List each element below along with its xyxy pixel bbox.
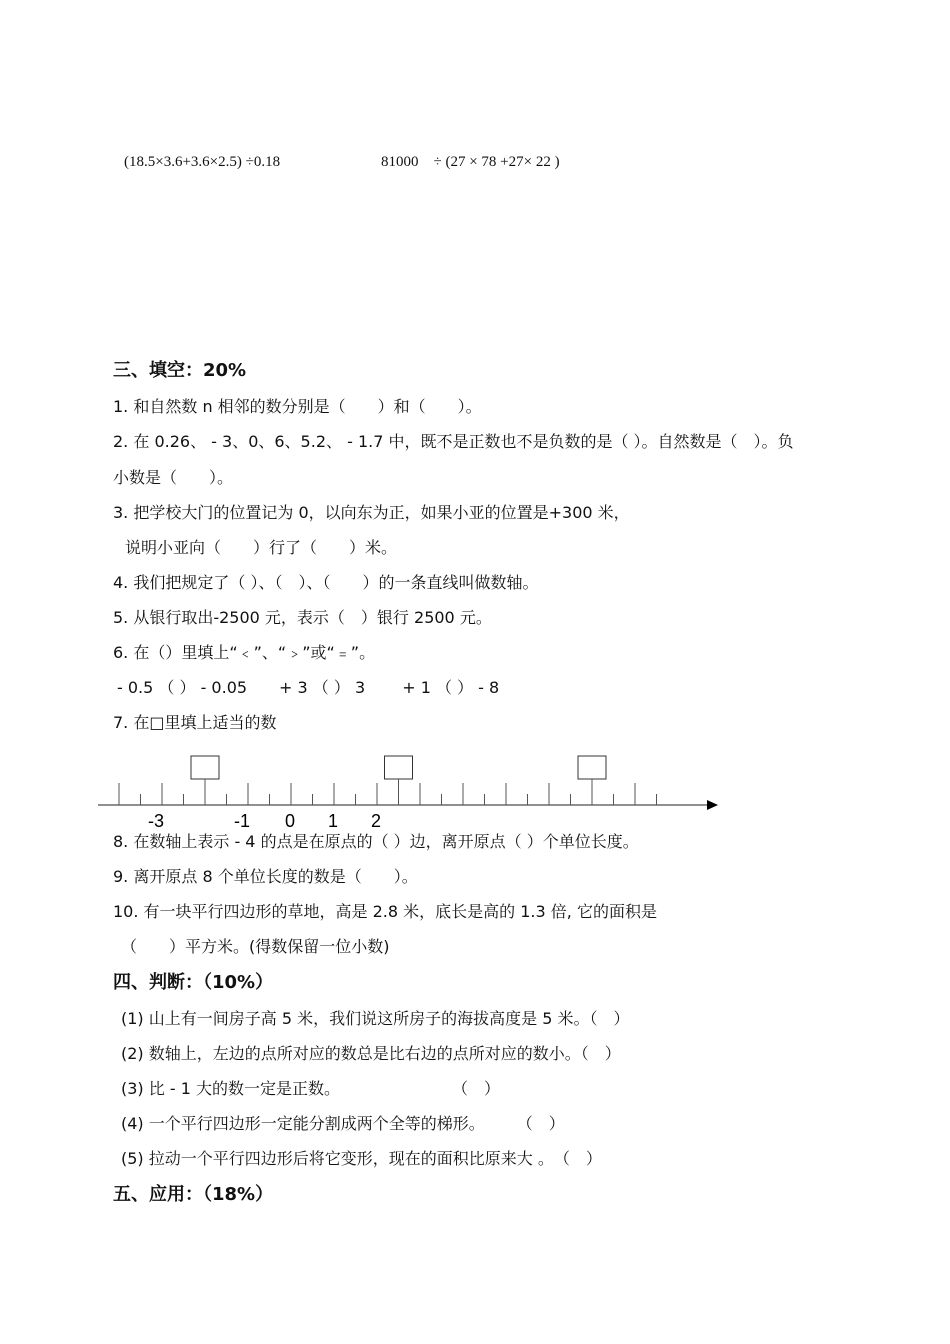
judge-item-1: (1) 山上有一间房子高 5 米，我们说这所房子的海拔高度是 5 米。（ ） — [121, 1009, 630, 1028]
fill-item-10-cont: （ ）平方米。(得数保留一位小数) — [121, 937, 390, 956]
fill-item-1: 1. 和自然数 n 相邻的数分别是（ ）和（ ）。 — [113, 397, 482, 416]
fill-item-8: 8. 在数轴上表示 - 4 的点是在原点的（ ）边，离开原点（ ）个单位长度。 — [113, 832, 639, 851]
section-3-title: 三、填空：20% — [113, 360, 247, 381]
number-line-answer-box[interactable] — [578, 756, 606, 779]
calc-expression-2: 81000 ÷ (27 × 78 +27× 22 ) — [381, 154, 560, 170]
fill-item-6-comparisons: - 0.5 （ ） - 0.05 + 3 （ ） 3 + 1 （ ） - 8 — [117, 678, 500, 697]
fill-item-2: 2. 在 0.26、 - 3、0、6、5.2、 - 1.7 中，既不是正数也不是负数的是（ ）。自然数是（ ）。负 — [113, 432, 794, 451]
judge-item-2: (2) 数轴上，左边的点所对应的数总是比右边的点所对应的数小。（ ） — [121, 1044, 621, 1063]
fill-item-10: 10. 有一块平行四边形的草地，高是 2.8 米，底长是高的 1.3 倍, 它的面积是 — [113, 902, 657, 921]
judge-item-5: (5) 拉动一个平行四边形后将它变形，现在的面积比原来大 。 （ ） — [121, 1149, 602, 1168]
judge-item-4: (4) 一个平行四边形一定能分割成两个全等的梯形。 （ ） — [121, 1114, 565, 1133]
number-line-figure — [0, 745, 950, 835]
fill-item-4: 4. 我们把规定了（ ）、（ ）、（ ）的一条直线叫做数轴。 — [113, 573, 539, 592]
number-line-answer-boxes — [191, 756, 606, 805]
judge-item-3: (3) 比 - 1 大的数一定是正数。 （ ） — [121, 1079, 500, 1098]
fill-item-3: 3. 把学校大门的位置记为 0，以向东为正，如果小亚的位置是+300 米， — [113, 503, 630, 522]
number-line-answer-box[interactable] — [385, 756, 413, 779]
number-line-label: 1 — [328, 811, 339, 831]
number-line-arrowhead — [707, 800, 718, 810]
fill-item-5: 5. 从银行取出-2500 元，表示（ ）银行 2500 元。 — [113, 608, 492, 627]
fill-item-3-cont: 说明小亚向（ ）行了（ ）米。 — [125, 538, 398, 557]
number-line-label: -3 — [148, 811, 165, 831]
fill-item-7: 7. 在□里填上适当的数 — [113, 713, 277, 732]
section-5-title: 五、应用：（18%） — [113, 1184, 274, 1205]
number-line-label: 0 — [285, 811, 296, 831]
number-line-label: 2 — [371, 811, 382, 831]
number-line-svg — [0, 745, 950, 835]
fill-item-2-cont: 小数是（ ）。 — [113, 468, 234, 487]
calc-expression-1: (18.5×3.6+3.6×2.5) ÷0.18 — [124, 154, 281, 170]
section-4-title: 四、判断：（10%） — [113, 972, 274, 993]
fill-item-6: 6. 在（）里填上“﹤”、“﹥”或“﹦”。 — [113, 643, 376, 662]
fill-item-9: 9. 离开原点 8 个单位长度的数是（ ）。 — [113, 867, 418, 886]
number-line-ticks — [119, 783, 657, 805]
number-line-answer-box[interactable] — [191, 756, 219, 779]
number-line-label: -1 — [234, 811, 251, 831]
